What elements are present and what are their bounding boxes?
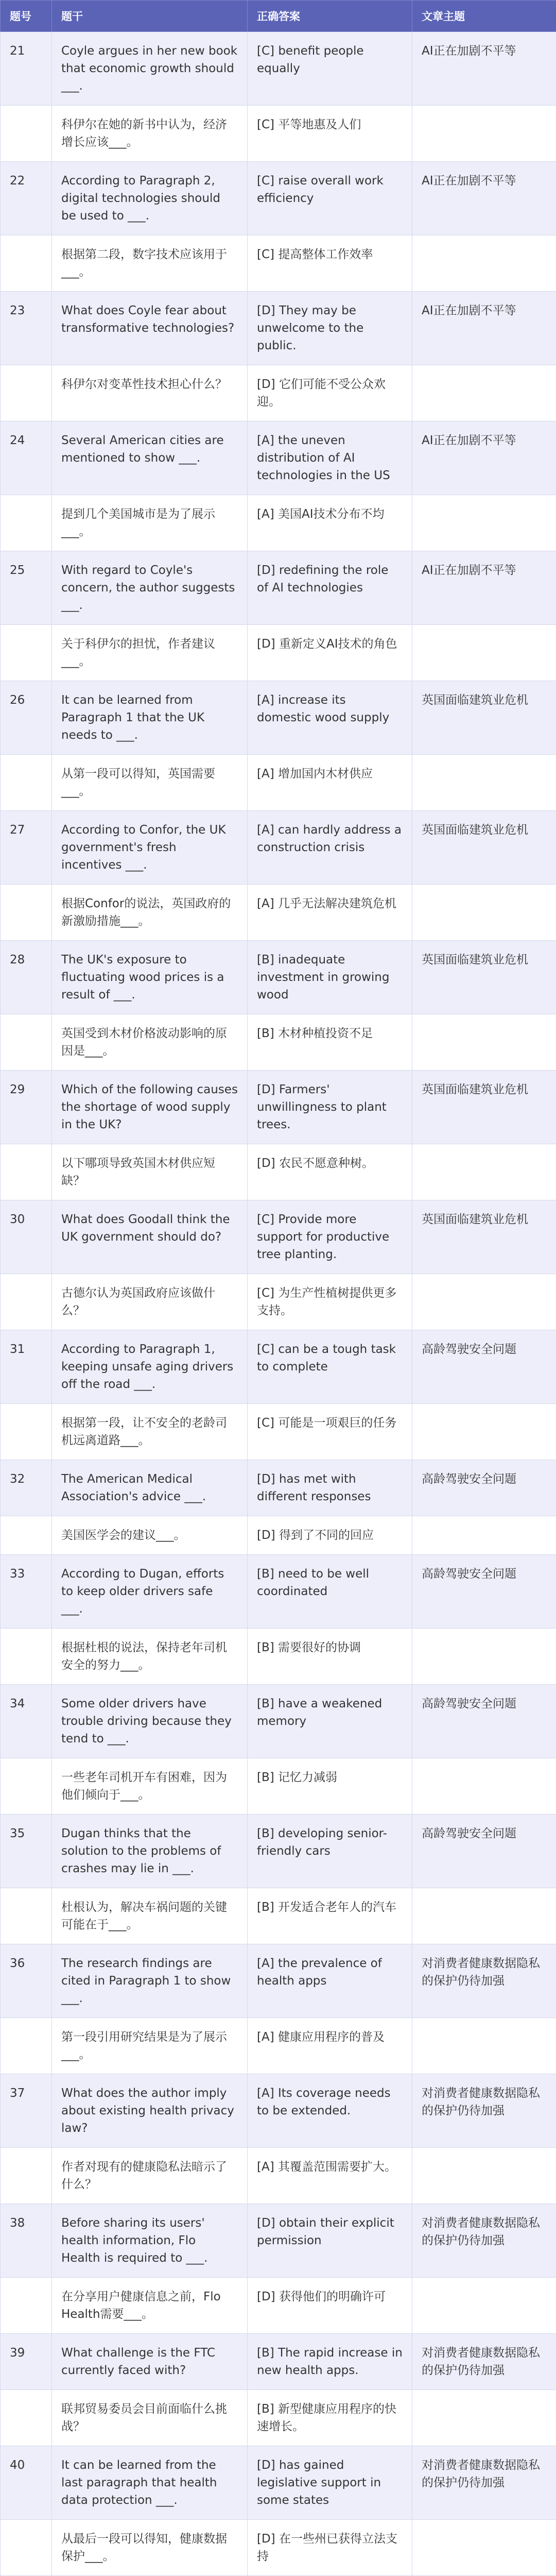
question-number: 28 — [1, 941, 52, 1014]
empty-cell — [412, 755, 556, 811]
correct-answer-translation: [C] 平等地惠及人们 — [248, 106, 412, 162]
empty-cell — [412, 2148, 556, 2204]
table-row — [1, 421, 556, 495]
empty-cell — [412, 1629, 556, 1685]
question-stem-translation: 提到几个美国城市是为了展示___。 — [52, 495, 248, 551]
empty-cell — [1, 495, 52, 551]
header-answer: 正确答案 — [248, 1, 412, 32]
question-stem-translation: 杜根认为，解决车祸问题的关键可能在于___。 — [52, 1888, 248, 1944]
correct-answer: [C] benefit people equally — [248, 32, 412, 106]
question-number: 35 — [1, 1815, 52, 1888]
empty-cell — [412, 235, 556, 292]
question-stem-translation: 根据杜根的说法，保持老年司机安全的努力___。 — [52, 1629, 248, 1685]
empty-cell — [1, 1404, 52, 1460]
question-stem: It can be learned from the last paragraph that health data protection ___. — [52, 2446, 248, 2520]
question-number: 32 — [1, 1460, 52, 1516]
table-header — [1, 1, 556, 32]
empty-cell — [412, 1274, 556, 1330]
question-stem: The American Medical Association's advice ___. — [52, 1460, 248, 1516]
empty-cell — [412, 2520, 556, 2576]
correct-answer: [D] has gained legislative support in some states — [248, 2446, 412, 2520]
article-topic: 英国面临建筑业危机 — [412, 941, 556, 1014]
header-number: 题号 — [1, 1, 52, 32]
table-row — [1, 2204, 556, 2278]
empty-cell — [1, 1516, 52, 1555]
question-stem: Some older drivers have trouble driving because they tend to ___. — [52, 1685, 248, 1758]
table-row — [1, 811, 556, 885]
correct-answer: [D] redefining the role of AI technologies — [248, 551, 412, 625]
question-stem: What does the author imply about existing health privacy law? — [52, 2074, 248, 2148]
empty-cell — [412, 2018, 556, 2074]
empty-cell — [1, 2278, 52, 2334]
article-topic: 对消费者健康数据隐私的保护仍待加强 — [412, 2446, 556, 2520]
translation-row — [1, 495, 556, 551]
table-row — [1, 681, 556, 755]
translation-row — [1, 1758, 556, 1815]
correct-answer: [B] have a weakened memory — [248, 1685, 412, 1758]
table-row — [1, 1071, 556, 1144]
header-row — [1, 1, 556, 32]
question-stem: The UK's exposure to fluctuating wood prices is a result of ___. — [52, 941, 248, 1014]
translation-row — [1, 1274, 556, 1330]
empty-cell — [412, 1888, 556, 1944]
correct-answer: [D] Farmers' unwillingness to plant trees. — [248, 1071, 412, 1144]
translation-row — [1, 1014, 556, 1071]
correct-answer: [B] The rapid increase in new health apps. — [248, 2334, 412, 2390]
empty-cell — [1, 1144, 52, 1200]
table-row — [1, 551, 556, 625]
question-stem: Several American cities are mentioned to show ___. — [52, 421, 248, 495]
translation-row — [1, 885, 556, 941]
table-row — [1, 2074, 556, 2148]
correct-answer: [A] Its coverage needs to be extended. — [248, 2074, 412, 2148]
question-stem-translation: 以下哪项导致英国木材供应短缺？ — [52, 1144, 248, 1200]
question-stem: According to Confor, the UK government's fresh incentives ___. — [52, 811, 248, 885]
table-row — [1, 2334, 556, 2390]
empty-cell — [412, 1404, 556, 1460]
translation-row — [1, 2148, 556, 2204]
article-topic: AI正在加剧不平等 — [412, 32, 556, 106]
question-number: 25 — [1, 551, 52, 625]
empty-cell — [412, 625, 556, 681]
empty-cell — [1, 1888, 52, 1944]
empty-cell — [1, 106, 52, 162]
empty-cell — [412, 1014, 556, 1071]
correct-answer-translation: [B] 新型健康应用程序的快速增长。 — [248, 2390, 412, 2446]
question-number: 33 — [1, 1555, 52, 1629]
correct-answer: [B] developing senior-friendly cars — [248, 1815, 412, 1888]
correct-answer-translation: [A] 几乎无法解决建筑危机 — [248, 885, 412, 941]
empty-cell — [1, 1274, 52, 1330]
table-row — [1, 1200, 556, 1274]
table-row — [1, 1555, 556, 1629]
question-stem-translation: 根据Confor的说法，英国政府的新激励措施___。 — [52, 885, 248, 941]
question-stem: What challenge is the FTC currently faced with? — [52, 2334, 248, 2390]
empty-cell — [1, 1014, 52, 1071]
correct-answer: [C] can be a tough task to complete — [248, 1330, 412, 1404]
correct-answer-translation: [D] 它们可能不受公众欢迎。 — [248, 365, 412, 421]
empty-cell — [1, 755, 52, 811]
question-number: 29 — [1, 1071, 52, 1144]
empty-cell — [1, 2018, 52, 2074]
empty-cell — [1, 235, 52, 292]
empty-cell — [412, 1758, 556, 1815]
header-topic: 文章主题 — [412, 1, 556, 32]
question-stem: Before sharing its users' health information, Flo Health is required to ___. — [52, 2204, 248, 2278]
question-stem-translation: 根据第一段，让不安全的老龄司机远离道路___。 — [52, 1404, 248, 1460]
question-number: 40 — [1, 2446, 52, 2520]
question-stem-translation: 在分享用户健康信息之前，Flo Health需要___。 — [52, 2278, 248, 2334]
table-row — [1, 1330, 556, 1404]
article-topic: AI正在加剧不平等 — [412, 292, 556, 365]
correct-answer-translation: [A] 增加国内木材供应 — [248, 755, 412, 811]
question-number: 26 — [1, 681, 52, 755]
article-topic: 英国面临建筑业危机 — [412, 811, 556, 885]
translation-row — [1, 755, 556, 811]
correct-answer: [B] inadequate investment in growing wood — [248, 941, 412, 1014]
article-topic: 对消费者健康数据隐私的保护仍待加强 — [412, 1944, 556, 2018]
empty-cell — [412, 106, 556, 162]
question-stem-translation: 联邦贸易委员会目前面临什么挑战？ — [52, 2390, 248, 2446]
article-topic: 英国面临建筑业危机 — [412, 681, 556, 755]
translation-row — [1, 365, 556, 421]
article-topic: 英国面临建筑业危机 — [412, 1200, 556, 1274]
article-topic: AI正在加剧不平等 — [412, 162, 556, 235]
question-number: 21 — [1, 32, 52, 106]
question-stem-translation: 关于科伊尔的担忧，作者建议___。 — [52, 625, 248, 681]
correct-answer-translation: [C] 提高整体工作效率 — [248, 235, 412, 292]
empty-cell — [1, 885, 52, 941]
article-topic: 高龄驾驶安全问题 — [412, 1815, 556, 1888]
correct-answer-translation: [D] 重新定义AI技术的角色 — [248, 625, 412, 681]
question-stem-translation: 一些老年司机开车有困难，因为他们倾向于___。 — [52, 1758, 248, 1815]
question-stem: It can be learned from Paragraph 1 that the UK needs to ___. — [52, 681, 248, 755]
empty-cell — [1, 625, 52, 681]
table-row — [1, 1685, 556, 1758]
question-stem: According to Dugan, efforts to keep older drivers safe ___. — [52, 1555, 248, 1629]
question-stem: Coyle argues in her new book that economic growth should ___. — [52, 32, 248, 106]
empty-cell — [1, 1758, 52, 1815]
question-stem-translation: 美国医学会的建议___。 — [52, 1516, 248, 1555]
correct-answer-translation: [A] 健康应用程序的普及 — [248, 2018, 412, 2074]
translation-row — [1, 1516, 556, 1555]
table-row — [1, 941, 556, 1014]
translation-row — [1, 106, 556, 162]
translation-row — [1, 2278, 556, 2334]
correct-answer-translation: [D] 获得他们的明确许可 — [248, 2278, 412, 2334]
question-number: 38 — [1, 2204, 52, 2278]
article-topic: 对消费者健康数据隐私的保护仍待加强 — [412, 2334, 556, 2390]
question-stem: What does Goodall think the UK government should do? — [52, 1200, 248, 1274]
correct-answer: [D] has met with different responses — [248, 1460, 412, 1516]
correct-answer-translation: [A] 其覆盖范围需要扩大。 — [248, 2148, 412, 2204]
correct-answer-translation: [B] 记忆力减弱 — [248, 1758, 412, 1815]
empty-cell — [412, 2390, 556, 2446]
question-stem-translation: 作者对现有的健康隐私法暗示了什么？ — [52, 2148, 248, 2204]
translation-row — [1, 1404, 556, 1460]
correct-answer: [B] need to be well coordinated — [248, 1555, 412, 1629]
question-stem-translation: 从第一段可以得知，英国需要___。 — [52, 755, 248, 811]
question-number: 39 — [1, 2334, 52, 2390]
question-stem-translation: 古德尔认为英国政府应该做什么？ — [52, 1274, 248, 1330]
table-row — [1, 2446, 556, 2520]
question-stem: According to Paragraph 1, keeping unsafe aging drivers off the road ___. — [52, 1330, 248, 1404]
article-topic: AI正在加剧不平等 — [412, 551, 556, 625]
correct-answer: [A] can hardly address a construction crisis — [248, 811, 412, 885]
empty-cell — [412, 365, 556, 421]
correct-answer: [A] the uneven distribution of AI technologies in the US — [248, 421, 412, 495]
table-row — [1, 162, 556, 235]
correct-answer-translation: [B] 开发适合老年人的汽车 — [248, 1888, 412, 1944]
question-number: 27 — [1, 811, 52, 885]
question-stem-translation: 科伊尔在她的新书中认为，经济增长应该___。 — [52, 106, 248, 162]
translation-row — [1, 2390, 556, 2446]
table-body — [1, 32, 556, 2576]
question-number: 36 — [1, 1944, 52, 2018]
empty-cell — [412, 1516, 556, 1555]
correct-answer-translation: [D] 得到了不同的回应 — [248, 1516, 412, 1555]
empty-cell — [1, 2520, 52, 2576]
article-topic: 高龄驾驶安全问题 — [412, 1555, 556, 1629]
correct-answer: [D] obtain their explicit permission — [248, 2204, 412, 2278]
correct-answer: [D] They may be unwelcome to the public. — [248, 292, 412, 365]
article-topic: 高龄驾驶安全问题 — [412, 1685, 556, 1758]
question-number: 22 — [1, 162, 52, 235]
correct-answer: [C] raise overall work efficiency — [248, 162, 412, 235]
question-stem: With regard to Coyle's concern, the author suggests ___. — [52, 551, 248, 625]
question-stem-translation: 根据第二段，数字技术应该用于___。 — [52, 235, 248, 292]
question-number: 31 — [1, 1330, 52, 1404]
article-topic: 高龄驾驶安全问题 — [412, 1460, 556, 1516]
question-stem-translation: 英国受到木材价格波动影响的原因是___。 — [52, 1014, 248, 1071]
translation-row — [1, 2520, 556, 2576]
correct-answer-translation: [C] 为生产性植树提供更多支持。 — [248, 1274, 412, 1330]
table-row — [1, 32, 556, 106]
empty-cell — [412, 885, 556, 941]
correct-answer-translation: [D] 农民不愿意种树。 — [248, 1144, 412, 1200]
correct-answer-translation: [B] 需要很好的协调 — [248, 1629, 412, 1685]
article-topic: 英国面临建筑业危机 — [412, 1071, 556, 1144]
empty-cell — [1, 1629, 52, 1685]
empty-cell — [412, 2278, 556, 2334]
correct-answer: [C] Provide more support for productive tree planting. — [248, 1200, 412, 1274]
question-stem-translation: 从最后一段可以得知，健康数据保护___。 — [52, 2520, 248, 2576]
correct-answer-translation: [A] 美国AI技术分布不均 — [248, 495, 412, 551]
empty-cell — [412, 495, 556, 551]
empty-cell — [1, 2148, 52, 2204]
question-stem: What does Coyle fear about transformative technologies? — [52, 292, 248, 365]
article-topic: AI正在加剧不平等 — [412, 421, 556, 495]
question-number: 30 — [1, 1200, 52, 1274]
article-topic: 对消费者健康数据隐私的保护仍待加强 — [412, 2074, 556, 2148]
empty-cell — [1, 365, 52, 421]
question-stem: Dugan thinks that the solution to the problems of crashes may lie in ___. — [52, 1815, 248, 1888]
correct-answer: [A] increase its domestic wood supply — [248, 681, 412, 755]
table-row — [1, 1460, 556, 1516]
correct-answer-translation: [D] 在一些州已获得立法支持 — [248, 2520, 412, 2576]
question-stem: The research findings are cited in Paragraph 1 to show ___. — [52, 1944, 248, 2018]
question-number: 37 — [1, 2074, 52, 2148]
empty-cell — [412, 1144, 556, 1200]
translation-row — [1, 1888, 556, 1944]
translation-row — [1, 1629, 556, 1685]
question-number: 23 — [1, 292, 52, 365]
empty-cell — [1, 2390, 52, 2446]
question-number: 24 — [1, 421, 52, 495]
table-row — [1, 1944, 556, 2018]
translation-row — [1, 235, 556, 292]
correct-answer-translation: [B] 木材种植投资不足 — [248, 1014, 412, 1071]
question-stem-translation: 第一段引用研究结果是为了展示___。 — [52, 2018, 248, 2074]
question-stem-translation: 科伊尔对变革性技术担心什么？ — [52, 365, 248, 421]
translation-row — [1, 625, 556, 681]
correct-answer: [A] the prevalence of health apps — [248, 1944, 412, 2018]
question-stem: Which of the following causes the shortage of wood supply in the UK? — [52, 1071, 248, 1144]
article-topic: 高龄驾驶安全问题 — [412, 1330, 556, 1404]
table-row — [1, 292, 556, 365]
translation-row — [1, 2018, 556, 2074]
question-number: 34 — [1, 1685, 52, 1758]
header-stem: 题干 — [52, 1, 248, 32]
question-stem: According to Paragraph 2, digital technologies should be used to ___. — [52, 162, 248, 235]
article-topic: 对消费者健康数据隐私的保护仍待加强 — [412, 2204, 556, 2278]
table-row — [1, 1815, 556, 1888]
translation-row — [1, 1144, 556, 1200]
correct-answer-translation: [C] 可能是一项艰巨的任务 — [248, 1404, 412, 1460]
